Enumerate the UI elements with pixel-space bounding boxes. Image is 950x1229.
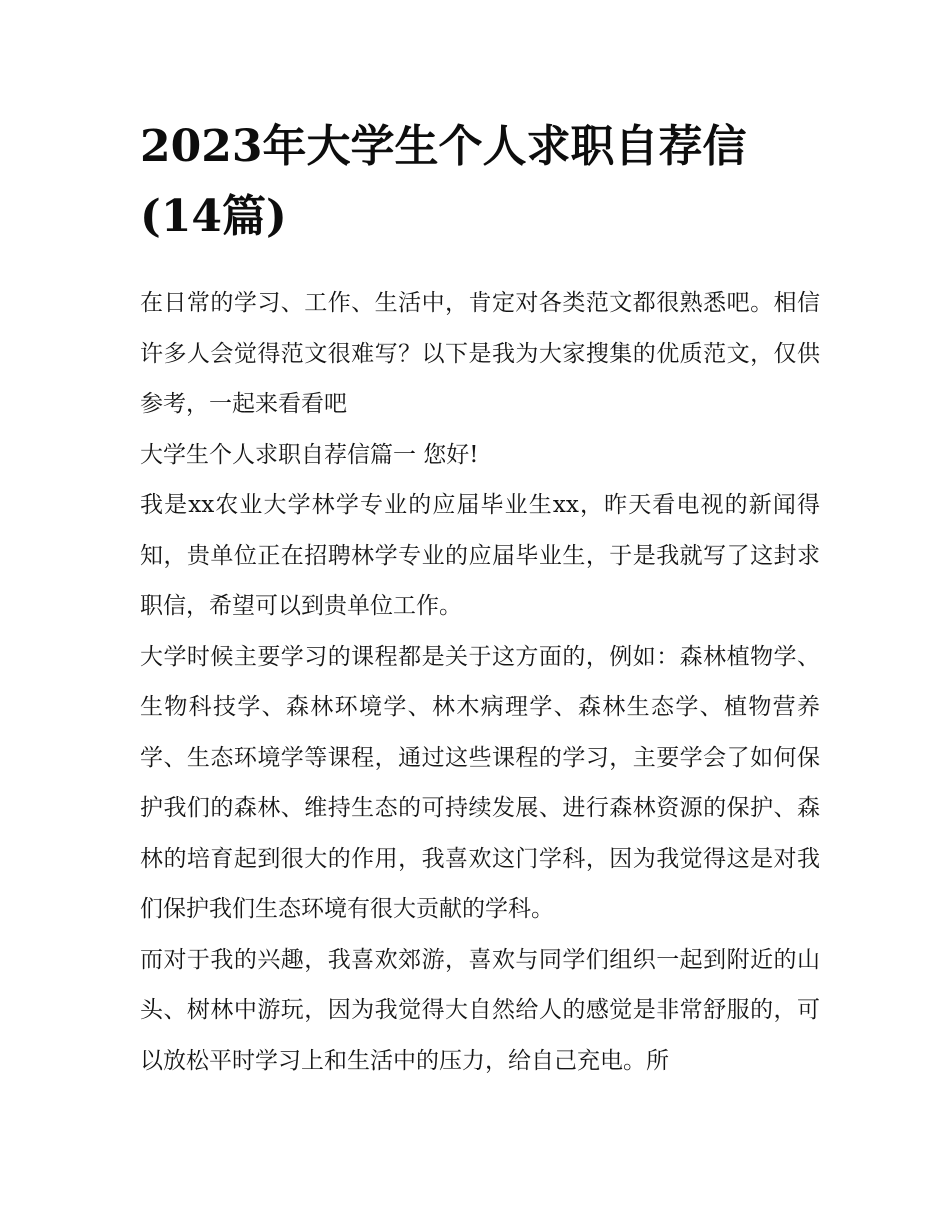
body-paragraph: 我是xx农业大学林学专业的应届毕业生xx，昨天看电视的新闻得知，贵单位正在招聘林学专业的应届毕业生，于是我就写了这封求职信，希望可以到贵单位工作。	[140, 492, 820, 619]
section-heading: 大学生个人求职自荐信篇一 您好!	[140, 441, 479, 468]
document-title	[140, 112, 820, 252]
body-paragraph: 而对于我的兴趣，我喜欢郊游，喜欢与同学们组织一起到附近的山头、树林中游玩，因为我觉得大自然给人的感觉是非常舒服的，可以放松平时学习上和生活中的压力，给自己充电。所	[140, 946, 820, 1074]
document-body	[140, 278, 820, 1086]
intro-paragraph: 在日常的学习、工作、生活中，肯定对各类范文都很熟悉吧。相信许多人会觉得范文很难写？以下是我为大家搜集的优质范文，仅供参考，一起来看看吧	[140, 290, 820, 417]
body-paragraph: 大学时候主要学习的课程都是关于这方面的，例如：森林植物学、生物科技学、森林环境学、林木病理学、森林生态学、植物营养学、生态环境学等课程，通过这些课程的学习，主要学会了如何保护我们的森林、维持生态的可持续发展、进行森林资源的保护、森林的培育起到很大的作用，我喜欢这门学科，因为我觉得这是对我们保护我们生态环境有很大贡献的学科。	[140, 643, 820, 922]
document-page	[140, 112, 820, 1086]
document-title-line-2: (14篇)	[140, 191, 287, 242]
document-title-line-1: 2023年大学生个人求职自荐信	[140, 121, 747, 172]
